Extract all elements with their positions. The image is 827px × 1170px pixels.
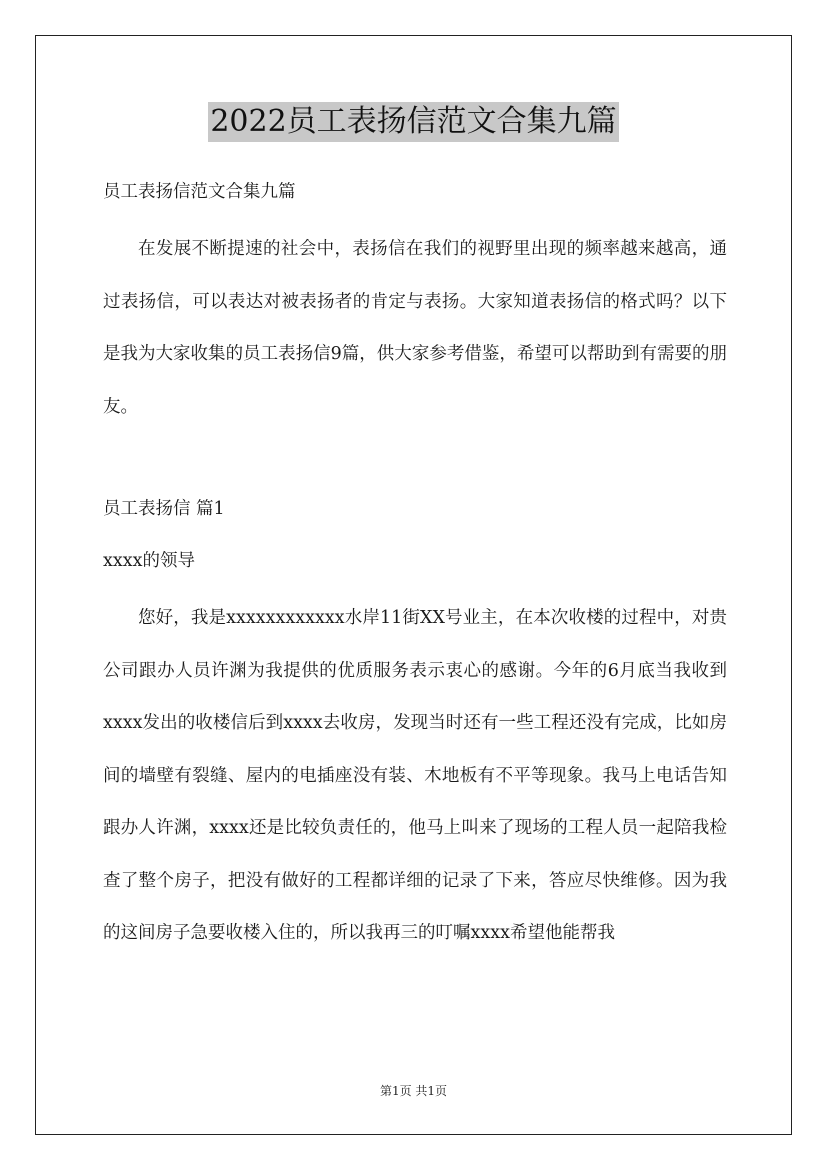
letter-salutation: xxxx的领导 <box>103 551 195 571</box>
document-body <box>103 171 727 960</box>
page-footer: 第1页 共1页 <box>379 1084 448 1098</box>
document-title: 2022员工表扬信范文合集九篇 <box>208 102 618 142</box>
intro-paragraph: 在发展不断提速的社会中，表扬信在我们的视野里出现的频率越来越高，通过表扬信，可以表达对被表扬者的肯定与表扬。大家知道表扬信的格式吗？以下是我为大家收集的员工表扬信9篇，供大家参考借鉴，希望可以帮助到有需要的朋友。 <box>103 239 727 417</box>
section-gap <box>103 433 727 488</box>
letter-body-paragraph: 您好，我是xxxxxxxxxxxx水岸11街XX号业主，在本次收楼的过程中，对贵公司跟办人员许渊为我提供的优质服务表示衷心的感谢。今年的6月底当我收到xxxx发出的收楼信后到xxxx去收房，发现当时还有一些工程还没有完成，比如房间的墙壁有裂缝、屋内的电插座没有装、木地板有不平等现象。我马上电话告知跟办人许渊，xxxx还是比较负责任的，他马上叫来了现场的工程人员一起陪我检查了整个房子，把没有做好的工程都详细的记录了下来，答应尽快维修。因为我的这间房子急要收楼入住的，所以我再三的叮嘱xxxx希望他能帮我 <box>103 608 727 943</box>
section-heading: 员工表扬信 篇1 <box>103 499 225 519</box>
title-container <box>0 102 827 142</box>
document-subtitle: 员工表扬信范文合集九篇 <box>103 182 296 202</box>
